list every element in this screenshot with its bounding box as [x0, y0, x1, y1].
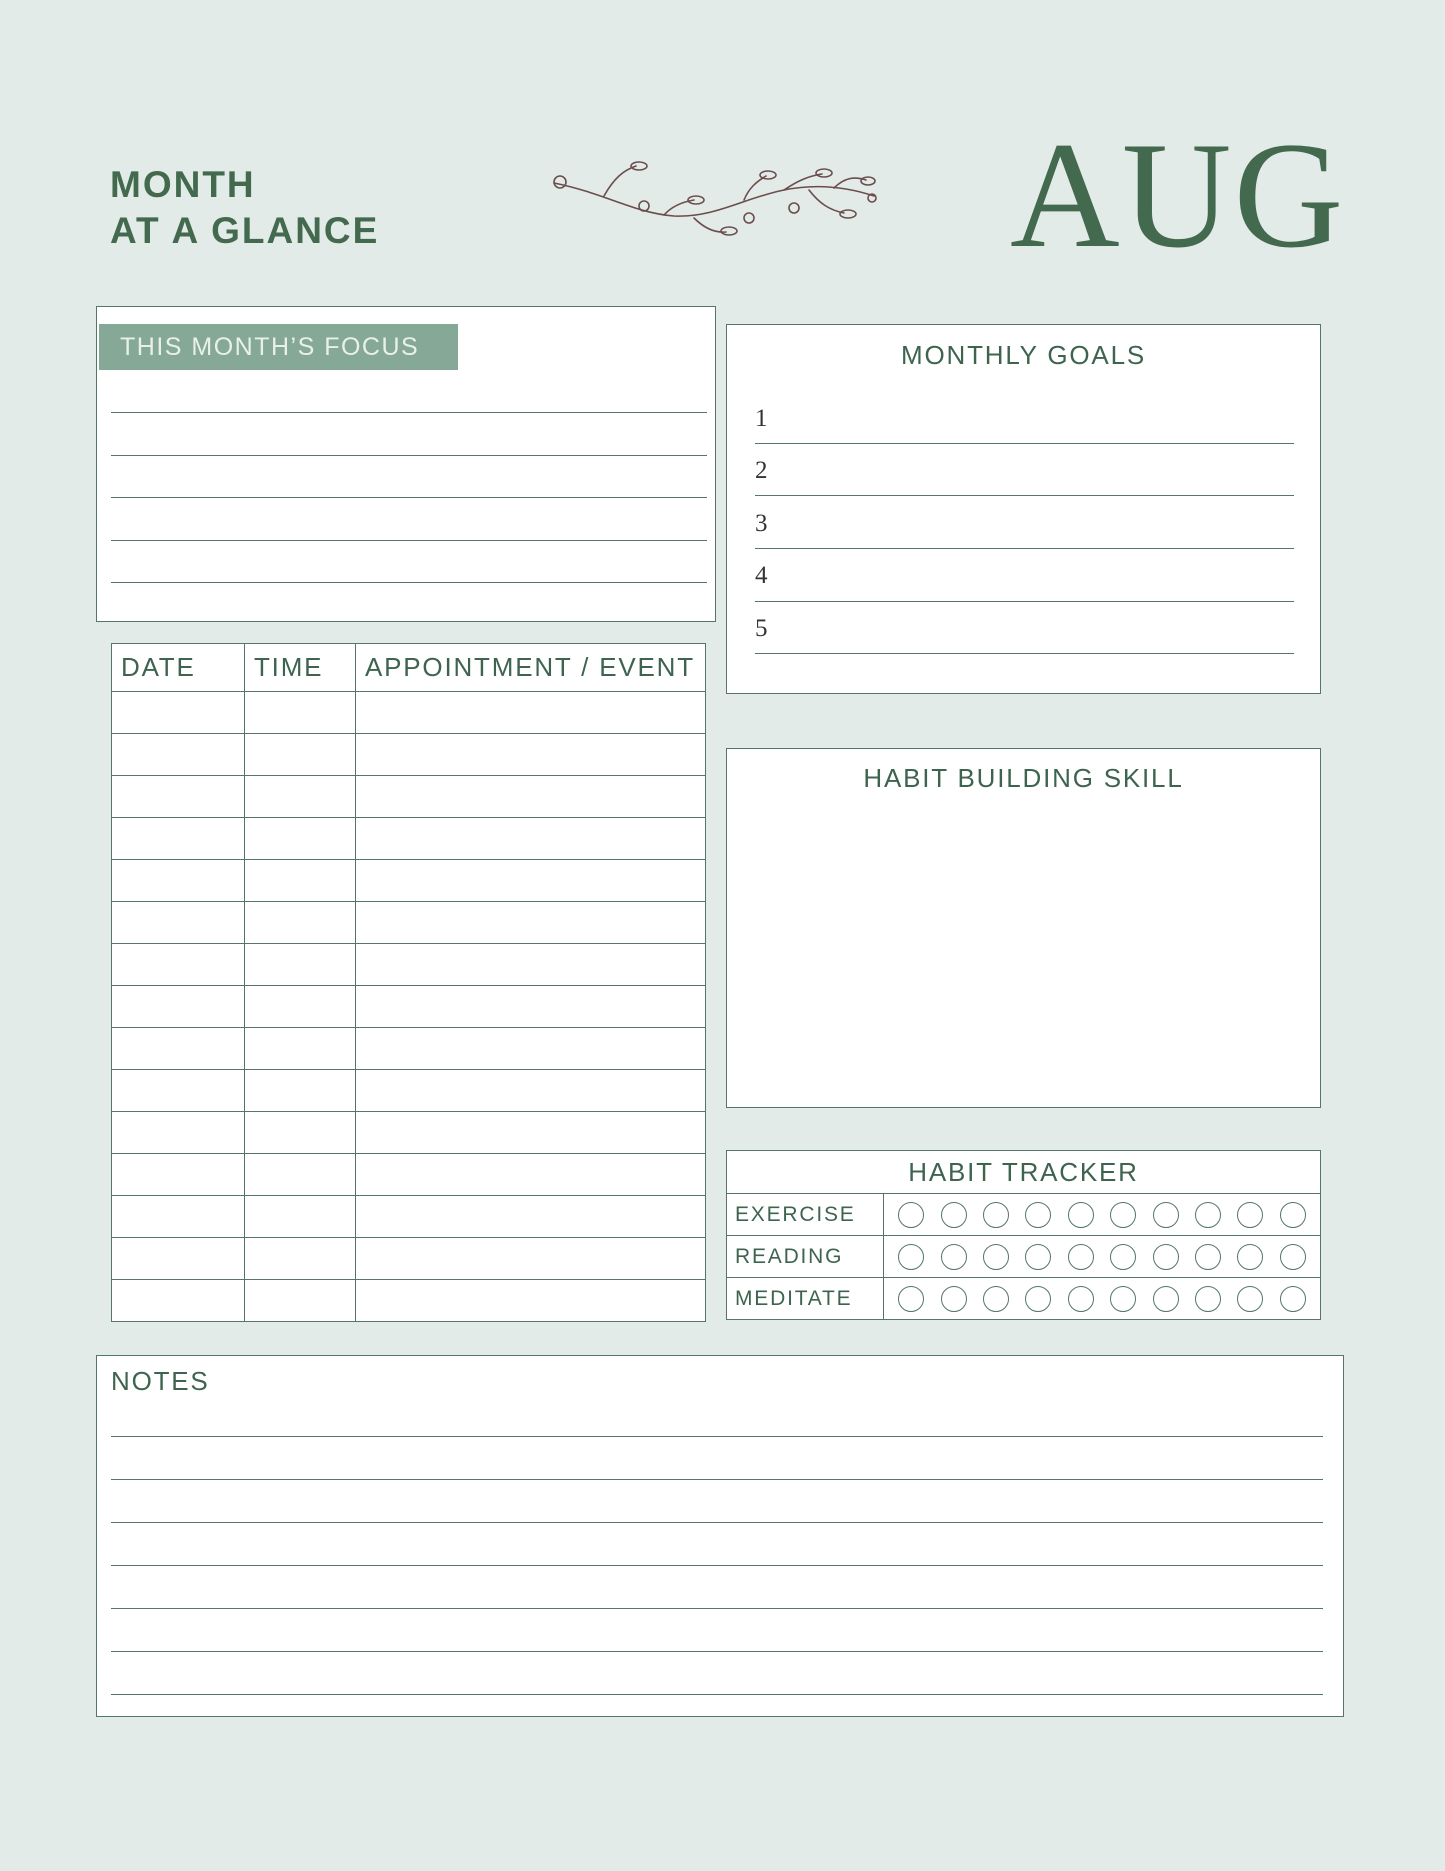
- date-cell[interactable]: [112, 1112, 245, 1154]
- habit-name: EXERCISE: [727, 1194, 884, 1236]
- habit-checkbox[interactable]: [1068, 1202, 1094, 1228]
- focus-line[interactable]: [111, 455, 707, 456]
- notes-line[interactable]: [111, 1522, 1323, 1523]
- event-cell[interactable]: [356, 734, 706, 776]
- notes-panel: [96, 1355, 1344, 1717]
- habit-checkbox[interactable]: [1068, 1286, 1094, 1312]
- habit-row: [727, 1236, 1321, 1278]
- date-cell[interactable]: [112, 734, 245, 776]
- time-cell[interactable]: [245, 1112, 356, 1154]
- habit-building-panel[interactable]: [726, 748, 1321, 1108]
- time-cell[interactable]: [245, 776, 356, 818]
- habit-checkbox[interactable]: [1153, 1202, 1179, 1228]
- table-row: [112, 1280, 706, 1322]
- focus-line[interactable]: [111, 412, 707, 413]
- habit-checkbox[interactable]: [1237, 1244, 1263, 1270]
- table-row: [112, 1154, 706, 1196]
- time-cell[interactable]: [245, 734, 356, 776]
- monthly-goals-panel: [726, 324, 1321, 694]
- table-row: [112, 818, 706, 860]
- focus-line[interactable]: [111, 497, 707, 498]
- habit-checkbox[interactable]: [1237, 1202, 1263, 1228]
- goal-line[interactable]: [755, 495, 1294, 496]
- time-cell[interactable]: [245, 1070, 356, 1112]
- table-row: [112, 1196, 706, 1238]
- event-cell[interactable]: [356, 1154, 706, 1196]
- habit-checkbox[interactable]: [1195, 1202, 1221, 1228]
- event-cell[interactable]: [356, 902, 706, 944]
- habit-name: MEDITATE: [727, 1278, 884, 1320]
- habit-circles: [884, 1278, 1321, 1320]
- goal-line[interactable]: [755, 601, 1294, 602]
- goal-number: 1: [755, 405, 768, 432]
- time-cell[interactable]: [245, 902, 356, 944]
- event-cell[interactable]: [356, 1280, 706, 1322]
- habit-checkbox[interactable]: [941, 1244, 967, 1270]
- event-cell[interactable]: [356, 776, 706, 818]
- table-row: [112, 860, 706, 902]
- habit-row: [727, 1278, 1321, 1320]
- time-cell[interactable]: [245, 818, 356, 860]
- habit-checkbox[interactable]: [1025, 1202, 1051, 1228]
- focus-line[interactable]: [111, 582, 707, 583]
- notes-title: NOTES: [111, 1366, 210, 1396]
- date-cell[interactable]: [112, 1196, 245, 1238]
- event-cell[interactable]: [356, 860, 706, 902]
- floral-branch-icon: [544, 158, 884, 240]
- goal-line[interactable]: [755, 443, 1294, 444]
- habit-name: READING: [727, 1236, 884, 1278]
- table-row: [112, 902, 706, 944]
- habit-checkbox[interactable]: [1195, 1286, 1221, 1312]
- date-cell[interactable]: [112, 692, 245, 734]
- page-title-line-2: AT A GLANCE: [110, 210, 380, 251]
- habit-checkbox[interactable]: [983, 1286, 1009, 1312]
- habit-checkbox[interactable]: [983, 1202, 1009, 1228]
- date-cell[interactable]: [112, 1238, 245, 1280]
- table-row: [112, 1028, 706, 1070]
- habit-checkbox[interactable]: [1280, 1286, 1306, 1312]
- habit-checkbox[interactable]: [1025, 1286, 1051, 1312]
- habit-checkbox[interactable]: [941, 1286, 967, 1312]
- table-row: [112, 986, 706, 1028]
- event-cell[interactable]: [356, 1238, 706, 1280]
- habit-checkbox[interactable]: [1025, 1244, 1051, 1270]
- habit-circles: [884, 1236, 1321, 1278]
- table-header-row: [112, 644, 706, 692]
- habit-checkbox[interactable]: [898, 1286, 924, 1312]
- habit-checkbox[interactable]: [898, 1244, 924, 1270]
- habit-checkbox[interactable]: [983, 1244, 1009, 1270]
- date-cell[interactable]: [112, 902, 245, 944]
- date-cell[interactable]: [112, 818, 245, 860]
- date-cell[interactable]: [112, 860, 245, 902]
- notes-line[interactable]: [111, 1565, 1323, 1566]
- goal-number: 5: [755, 615, 768, 642]
- habit-checkbox[interactable]: [1068, 1244, 1094, 1270]
- time-cell[interactable]: [245, 944, 356, 986]
- table-row: [112, 692, 706, 734]
- time-cell[interactable]: [245, 1154, 356, 1196]
- event-cell[interactable]: [356, 692, 706, 734]
- date-cell[interactable]: [112, 1028, 245, 1070]
- focus-line[interactable]: [111, 540, 707, 541]
- time-cell[interactable]: [245, 692, 356, 734]
- page-title: [110, 162, 379, 254]
- page-title-line-1: MONTH: [110, 164, 256, 205]
- table-row: [112, 734, 706, 776]
- event-cell[interactable]: [356, 818, 706, 860]
- time-cell[interactable]: [245, 1196, 356, 1238]
- table-row: [112, 1070, 706, 1112]
- event-cell[interactable]: [356, 1070, 706, 1112]
- column-header-event: APPOINTMENT / EVENT: [356, 644, 706, 692]
- habit-checkbox[interactable]: [1110, 1286, 1136, 1312]
- notes-line[interactable]: [111, 1608, 1323, 1609]
- table-row: [112, 776, 706, 818]
- habit-checkbox[interactable]: [1195, 1244, 1221, 1270]
- habit-tracker-title: HABIT TRACKER: [727, 1151, 1321, 1194]
- habit-row: [727, 1194, 1321, 1236]
- table-row: [112, 1238, 706, 1280]
- habit-circles: [884, 1194, 1321, 1236]
- date-cell[interactable]: [112, 1280, 245, 1322]
- table-row: [112, 944, 706, 986]
- habit-building-title: HABIT BUILDING SKILL: [863, 763, 1184, 793]
- time-cell[interactable]: [245, 986, 356, 1028]
- habit-checkbox[interactable]: [1110, 1202, 1136, 1228]
- date-cell[interactable]: [112, 1070, 245, 1112]
- goal-line[interactable]: [755, 653, 1294, 654]
- date-cell[interactable]: [112, 1154, 245, 1196]
- notes-line[interactable]: [111, 1694, 1323, 1695]
- habit-checkbox[interactable]: [1280, 1202, 1306, 1228]
- column-header-date: DATE: [112, 644, 245, 692]
- event-cell[interactable]: [356, 1112, 706, 1154]
- time-cell[interactable]: [245, 1238, 356, 1280]
- time-cell[interactable]: [245, 860, 356, 902]
- goal-number: 3: [755, 510, 768, 537]
- month-name: AUG: [1010, 111, 1346, 279]
- habit-checkbox[interactable]: [941, 1202, 967, 1228]
- habit-checkbox[interactable]: [1153, 1244, 1179, 1270]
- notes-line[interactable]: [111, 1479, 1323, 1480]
- notes-line[interactable]: [111, 1436, 1323, 1437]
- goal-number: 2: [755, 457, 768, 484]
- table-row: [112, 1112, 706, 1154]
- column-header-time: TIME: [245, 644, 356, 692]
- time-cell[interactable]: [245, 1028, 356, 1070]
- focus-label: THIS MONTH’S FOCUS: [99, 324, 458, 370]
- habit-tracker-table: [726, 1150, 1321, 1320]
- event-cell[interactable]: [356, 944, 706, 986]
- habit-checkbox[interactable]: [1237, 1286, 1263, 1312]
- habit-tracker-header: [727, 1151, 1321, 1194]
- time-cell[interactable]: [245, 1280, 356, 1322]
- date-cell[interactable]: [112, 986, 245, 1028]
- goal-number: 4: [755, 562, 768, 589]
- date-cell[interactable]: [112, 944, 245, 986]
- habit-checkbox[interactable]: [1280, 1244, 1306, 1270]
- date-cell[interactable]: [112, 776, 245, 818]
- focus-panel: [96, 306, 716, 622]
- notes-line[interactable]: [111, 1651, 1323, 1652]
- habit-checkbox[interactable]: [898, 1202, 924, 1228]
- appointments-table: [111, 643, 706, 1322]
- goal-line[interactable]: [755, 548, 1294, 549]
- event-cell[interactable]: [356, 1028, 706, 1070]
- event-cell[interactable]: [356, 1196, 706, 1238]
- event-cell[interactable]: [356, 986, 706, 1028]
- habit-checkbox[interactable]: [1110, 1244, 1136, 1270]
- habit-checkbox[interactable]: [1153, 1286, 1179, 1312]
- monthly-goals-title: MONTHLY GOALS: [901, 340, 1146, 370]
